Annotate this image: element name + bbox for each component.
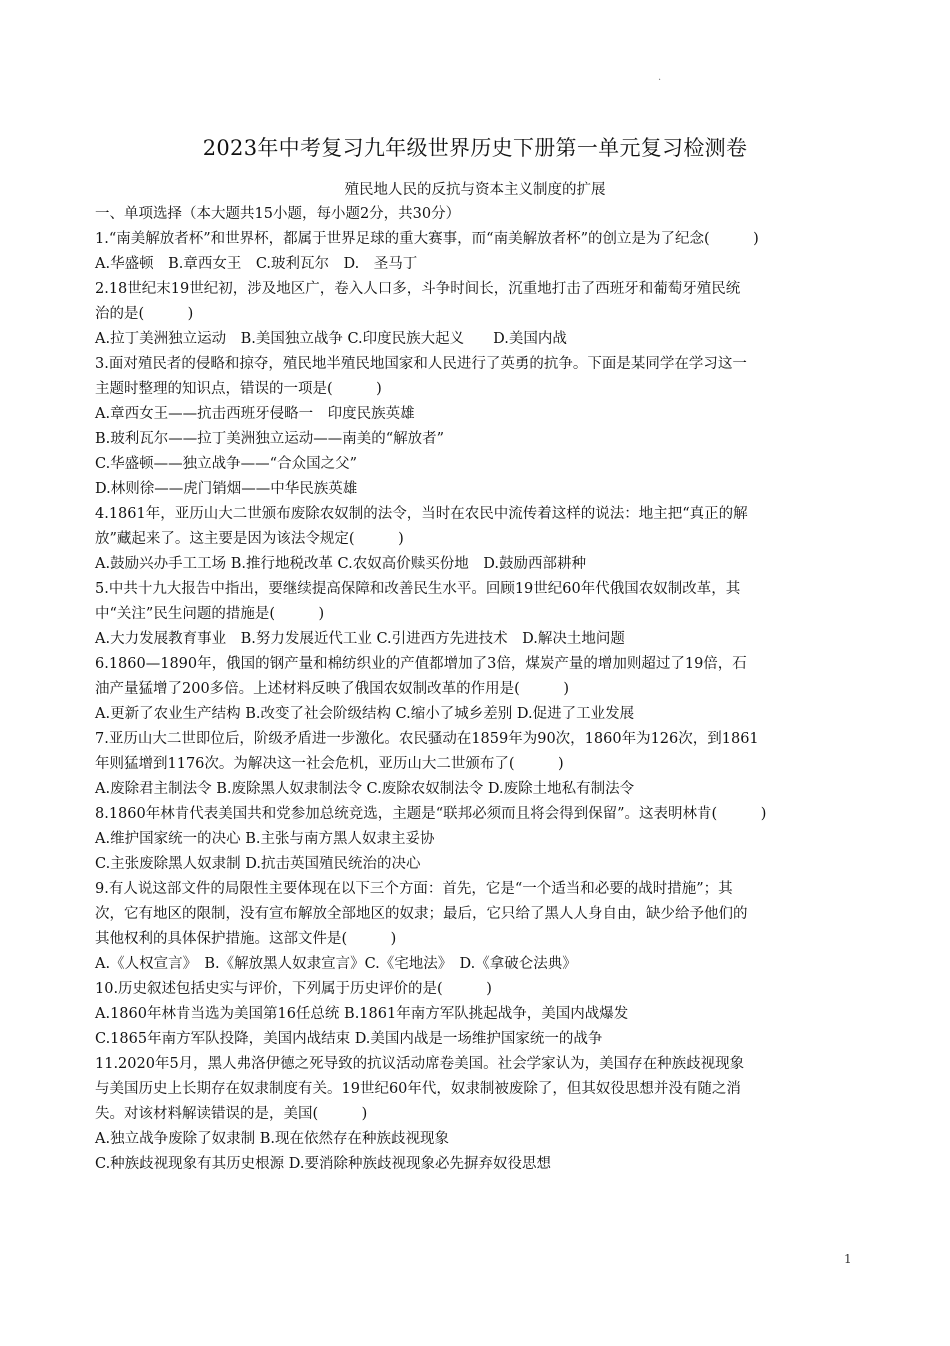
question-4-stem-line-2: 放”藏起来了。这主要是因为该法令规定( ) (95, 531, 404, 547)
question-10-options-ab: A.1860年林肯当选为美国第16任总统 B.1861年南方军队挑起战争，美国内战爆发 (95, 1006, 629, 1022)
exam-content (95, 202, 860, 1177)
question-8-options-ab: A.维护国家统一的决心 B.主张与南方黑人奴隶主妥协 (95, 831, 435, 847)
question-3-option-a: A.章西女王——抗击西班牙侵略一 印度民族英雄 (95, 406, 415, 422)
question-6-stem-line-1: 6.1860—1890年，俄国的钢产量和棉纺织业的产值都增加了3倍，煤炭产量的增加则超过了19倍，石 (95, 656, 747, 672)
question-3-option-c: C.华盛顿——独立战争——“合众国之父” (95, 456, 358, 472)
exam-title: 2023年中考复习九年级世界历史下册第一单元复习检测卷 (202, 136, 748, 160)
question-10-options-cd: C.1865年南方军队投降，美国内战结束 D.美国内战是一场维护国家统一的战争 (95, 1031, 603, 1047)
question-1-stem: 1.“南美解放者杯”和世界杯，都属于世界足球的重大赛事，而“南美解放者杯”的创立是为了纪念( ) (95, 231, 759, 247)
dot-mark: . (658, 72, 662, 83)
question-11-stem-line-1: 11.2020年5月，黑人弗洛伊德之死导致的抗议活动席卷美国。社会学家认为，美国存在种族歧视现象 (95, 1056, 745, 1072)
question-9-stem-line-3: 其他权利的具体保护措施。这部文件是( ) (95, 931, 397, 947)
question-4-options: A.鼓励兴办手工工场 B.推行地税改革 C.农奴高价赎买份地 D.鼓励西部耕种 (95, 556, 586, 572)
question-5-stem-line-1: 5.中共十九大报告中指出，要继续提高保障和改善民生水平。回顾19世纪60年代俄国农奴制改革，其 (95, 581, 741, 597)
question-5-stem-line-2: 中“关注”民生问题的措施是( ) (95, 606, 325, 622)
question-11-options-ab: A.独立战争废除了奴隶制 B.现在依然存在种族歧视现象 (95, 1131, 449, 1147)
question-7-stem-line-1: 7.亚历山大二世即位后，阶级矛盾进一步激化。农民骚动在1859年为90次，1860年为126次，到1861 (95, 731, 759, 747)
question-2-options: A.拉丁美洲独立运动 B.美国独立战争 C.印度民族大起义 D.美国内战 (95, 331, 567, 347)
question-6-options: A.更新了农业生产结构 B.改变了社会阶级结构 C.缩小了城乡差别 D.促进了工业发展 (95, 706, 635, 722)
question-1-options: A.华盛顿 B.章西女王 C.玻利瓦尔 D. 圣马丁 (95, 256, 418, 272)
question-8-options-cd: C.主张废除黑人奴隶制 D.抗击英国殖民统治的决心 (95, 856, 421, 872)
question-9-options: A.《人权宣言》 B.《解放黑人奴隶宣言》C.《宅地法》 D.《拿破仑法典》 (95, 956, 577, 972)
question-2-stem-line-1: 2.18世纪末19世纪初，涉及地区广，卷入人口多，斗争时间长，沉重地打击了西班牙和葡萄牙殖民统 (95, 281, 741, 297)
question-11-stem-line-2: 与美国历史上长期存在奴隶制度有关。19世纪60年代，奴隶制被废除了，但其奴役思想并没有随之消 (95, 1081, 741, 1097)
section-heading: 一、单项选择（本大题共15小题，每小题2分，共30分） (95, 206, 461, 222)
page-number: 1 (844, 1252, 852, 1266)
question-3-option-b: B.玻利瓦尔——拉丁美洲独立运动——南美的“解放者” (95, 431, 445, 447)
question-3-stem-line-2: 主题时整理的知识点，错误的一项是( ) (95, 381, 382, 397)
question-7-stem-line-2: 年则猛增到1176次。为解决这一社会危机，亚历山大二世颁布了( ) (95, 756, 564, 772)
question-8-stem: 8.1860年林肯代表美国共和党参加总统竞选，主题是“联邦必须而且将会得到保留”。这表明林肯( ) (95, 806, 767, 822)
question-11-options-cd: C.种族歧视现象有其历史根源 D.要消除种族歧视现象必先摒弃奴役思想 (95, 1156, 552, 1172)
question-5-options: A.大力发展教育事业 B.努力发展近代工业 C.引进西方先进技术 D.解决土地问题 (95, 631, 625, 647)
question-10-stem: 10.历史叙述包括史实与评价，下列属于历史评价的是( ) (95, 981, 492, 997)
question-9-stem-line-1: 9.有人说这部文件的局限性主要体现在以下三个方面：首先，它是“一个适当和必要的战时措施”；其 (95, 881, 733, 897)
question-3-stem-line-1: 3.面对殖民者的侵略和掠夺，殖民地半殖民地国家和人民进行了英勇的抗争。下面是某同学在学习这一 (95, 356, 747, 372)
question-2-stem-line-2: 治的是( ) (95, 306, 194, 322)
question-7-options: A.废除君主制法令 B.废除黑人奴隶制法令 C.废除农奴制法令 D.废除土地私有制法令 (95, 781, 635, 797)
question-11-stem-line-3: 失。对该材料解读错误的是，美国( ) (95, 1106, 368, 1122)
question-4-stem-line-1: 4.1861年，亚历山大二世颁布废除农奴制的法令，当时在农民中流传着这样的说法：地主把“真正的解 (95, 506, 748, 522)
question-3-option-d: D.林则徐——虎门销烟——中华民族英雄 (95, 481, 358, 497)
question-9-stem-line-2: 次，它有地区的限制，没有宣布解放全部地区的奴隶；最后，它只给了黑人人身自由，缺少给予他们的 (95, 906, 748, 922)
unit-subtitle: 殖民地人民的反抗与资本主义制度的扩展 (344, 182, 606, 198)
question-6-stem-line-2: 油产量猛增了200多倍。上述材料反映了俄国农奴制改革的作用是( ) (95, 681, 569, 697)
